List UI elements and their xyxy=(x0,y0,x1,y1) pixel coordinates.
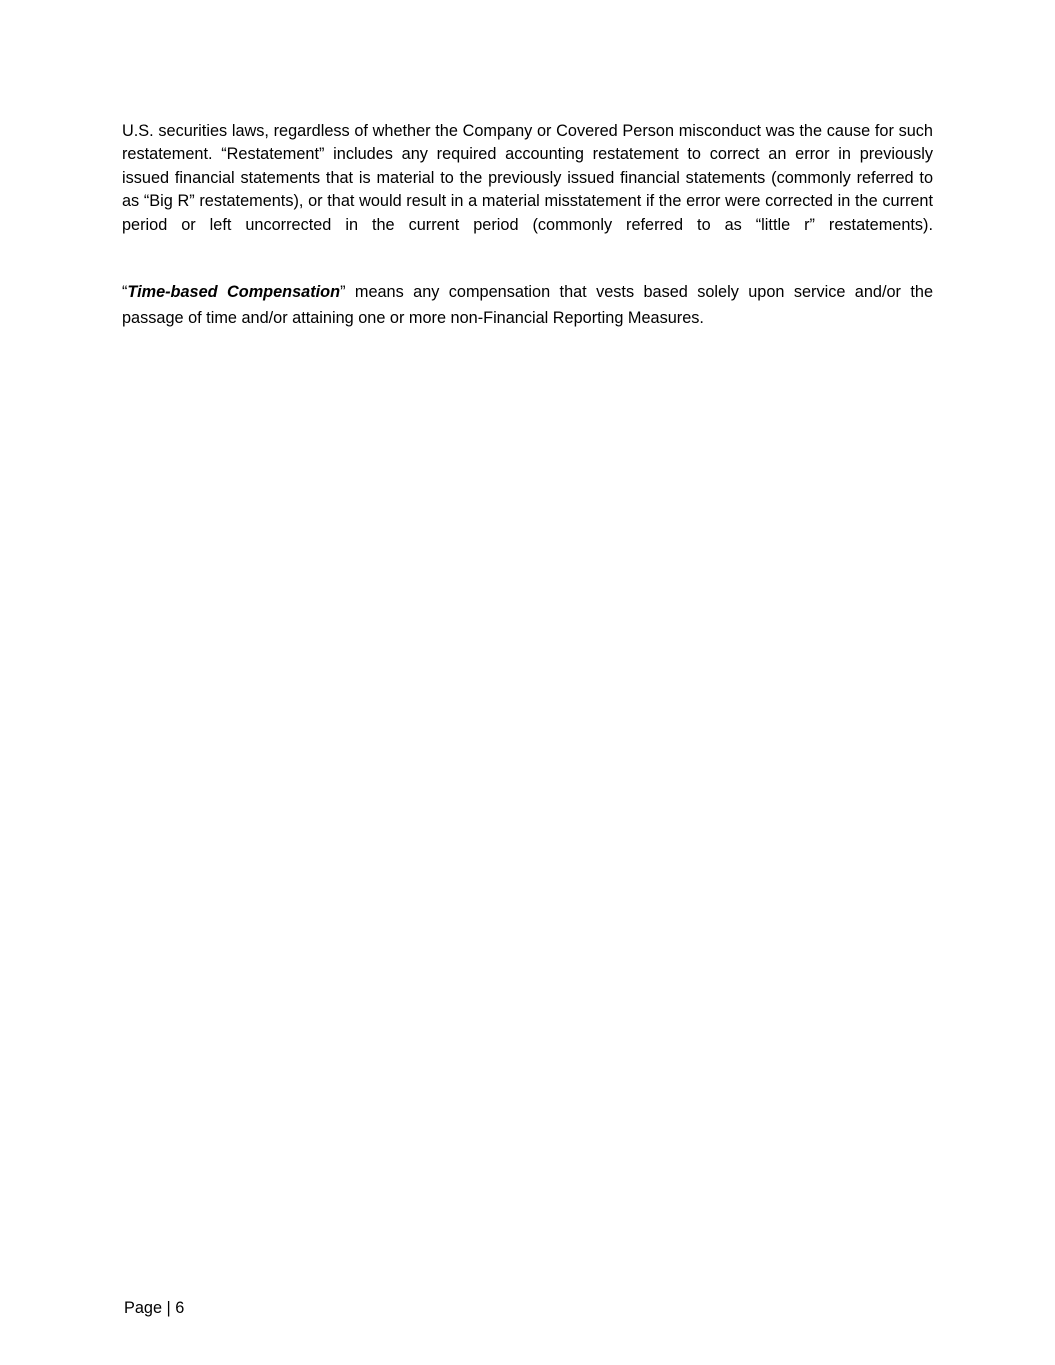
paragraph-time-based-compensation-text: ” means any compensation that vests based solely upon service and/or the passage of time and/or attaining one or more non-Financial Reporting Measures. xyxy=(122,282,933,328)
page-footer: Page | 6 xyxy=(124,1298,185,1317)
open-quote: “ xyxy=(122,282,128,301)
paragraph-restatement-definition: U.S. securities laws, regardless of whether the Company or Covered Person misconduct was the cause for such restatement. “Restatement” includes any required accounting restatement to correct an error in previously issued financial statements that is material to the previously issued financial statements (commonly referred to as “Big R” restatements), or that would result in a material misstatement if the error were corrected in the current period or left uncorrected in the current period (commonly referred to as “little r” restatements). xyxy=(122,122,933,234)
defined-term-time-based-compensation: Time-based Compensation xyxy=(127,282,341,301)
paragraph-time-based-compensation xyxy=(122,279,933,332)
page-body xyxy=(122,120,933,332)
